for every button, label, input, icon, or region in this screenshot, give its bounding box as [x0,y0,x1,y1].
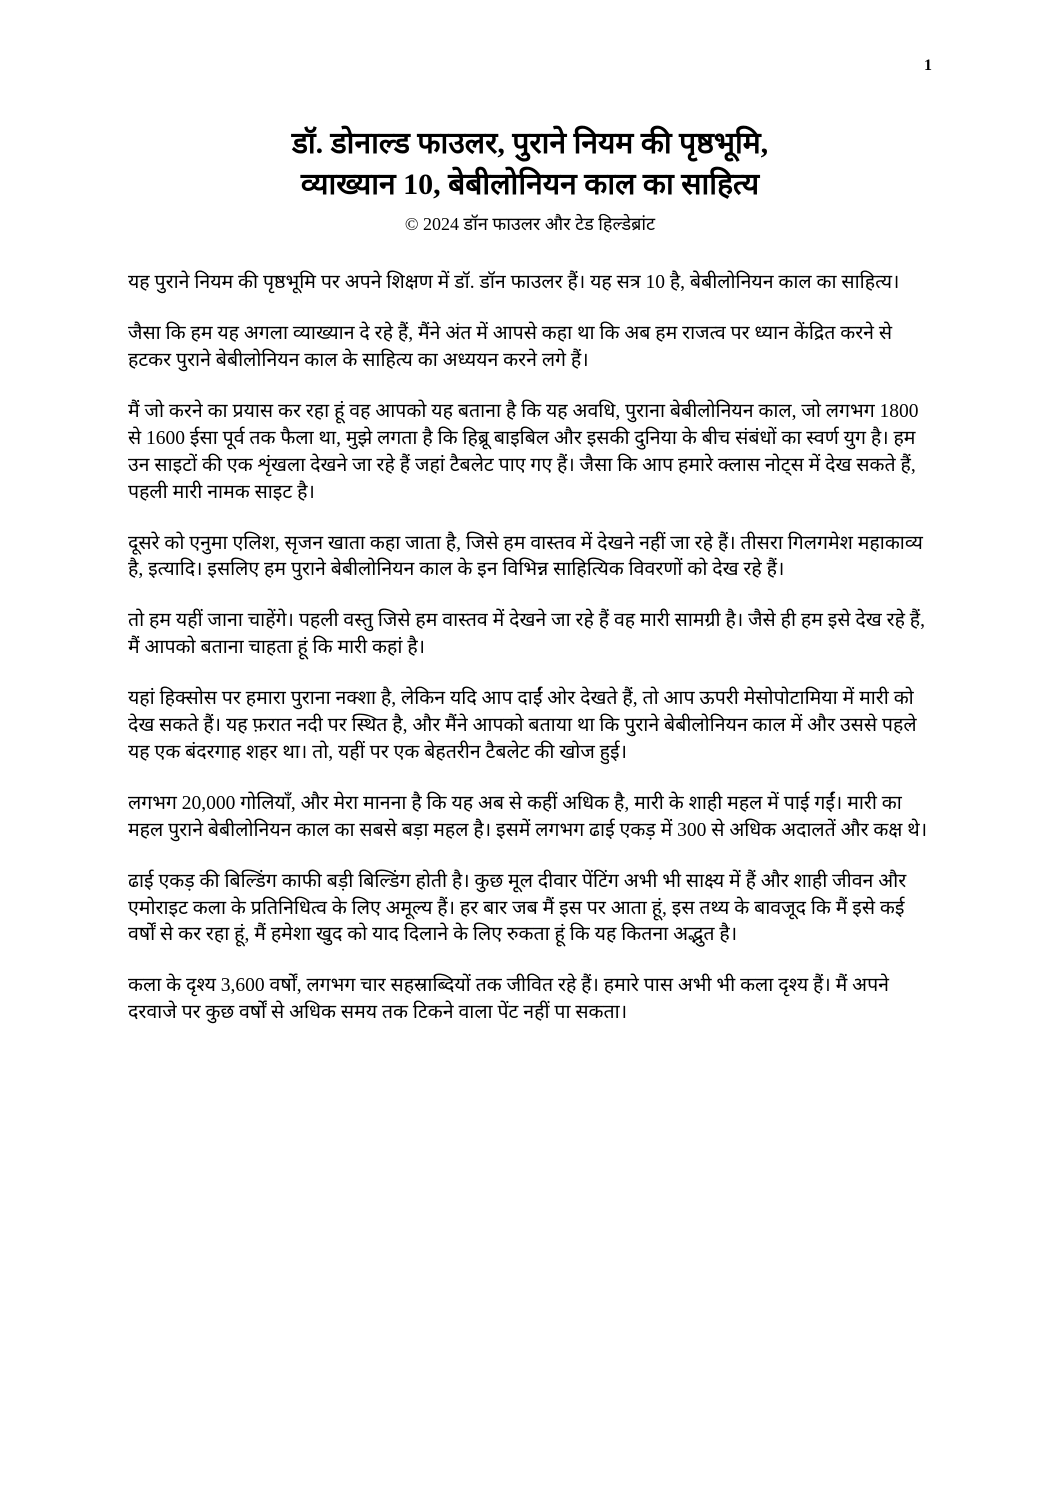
paragraph-6: यहां हिक्सोस पर हमारा पुराना नक्शा है, लेकिन यदि आप दाईं ओर देखते हैं, तो आप ऊपरी मेसोपोटामिया में मारी को देख सकते हैं। यह फ़रात नदी पर स्थित है, और मैंने आपको बताया था कि पुराने बेबीलोनियन काल में और उससे पहले यह एक बंदरगाह शहर था। तो, यहीं पर एक बेहतरीन टैबलेट की खोज हुई। [128,688,917,763]
copyright-line: © 2024 डॉन फाउलर और टेड हिल्डेब्रांट [404,213,656,234]
paragraph-3: मैं जो करने का प्रयास कर रहा हूं वह आपको यह बताना है कि यह अवधि, पुराना बेबीलोनियन काल, जो लगभग 1800 से 1600 ईसा पूर्व तक फैला था, मुझे लगता है कि हिब्रू बाइबिल और इसकी दुनिया के बीच संबंधों का स्वर्ण युग है। हम उन साइटों की एक शृंखला देखने जा रहे हैं जहां टैबलेट पाए गए हैं। जैसा कि आप हमारे क्लास नोट्स में देख सकते हैं, पहली मारी नामक साइट है। [128,400,919,503]
paragraph-1: यह पुराने नियम की पृष्ठभूमि पर अपने शिक्षण में डॉ. डॉन फाउलर हैं। यह सत्र 10 है, बेबीलोनियन काल का साहित्य। [128,272,900,294]
document-title [128,123,932,206]
paragraph-9: कला के दृश्य 3,600 वर्षों, लगभग चार सहस्राब्दियों तक जीवित रहे हैं। हमारे पास अभी भी कला दृश्य हैं। मैं अपने दरवाजे पर कुछ वर्षों से अधिक समय तक टिकने वाला पेंट नहीं पा सकता। [128,975,889,1024]
paragraph-4: दूसरे को एनुमा एलिश, सृजन खाता कहा जाता है, जिसे हम वास्तव में देखने नहीं जा रहे हैं। तीसरा गिलगमेश महाकाव्य है, इत्यादि। इसलिए हम पुराने बेबीलोनियन काल के इन विभिन्न साहित्यिक विवरणों को देख रहे हैं। [128,532,923,581]
title-line-2: व्याख्यान 10, बेबीलोनियन काल का साहित्य [300,168,760,202]
document-body [128,270,932,1027]
paragraph-5: तो हम यहीं जाना चाहेंगे। पहली वस्तु जिसे हम वास्तव में देखने जा रहे हैं वह मारी सामग्री है। जैसे ही हम इसे देख रहे हैं, मैं आपको बताना चाहता हूं कि मारी कहां है। [128,610,926,659]
paragraph-8: ढाई एकड़ की बिल्डिंग काफी बड़ी बिल्डिंग होती है। कुछ मूल दीवार पेंटिंग अभी भी साक्ष्य में हैं और शाही जीवन और एमोराइट कला के प्रतिनिधित्व के लिए अमूल्य हैं। हर बार जब मैं इस पर आता हूं, इस तथ्य के बावजूद कि मैं इसे कई वर्षों से कर रहा हूं, मैं हमेशा खुद को याद दिलाने के लिए रुकता हूं कि यह कितना अद्भुत है। [128,870,907,946]
paragraph-2: जैसा कि हम यह अगला व्याख्यान दे रहे हैं, मैंने अंत में आपसे कहा था कि अब हम राजत्व पर ध्यान केंद्रित करने से हटकर पुराने बेबीलोनियन काल के साहित्य का अध्ययन करने लगे हैं। [128,323,893,371]
page-number: 1 [924,57,932,74]
title-line-1: डॉ. डोनाल्ड फाउलर, पुराने नियम की पृष्ठभूमि, [291,127,769,160]
paragraph-7: लगभग 20,000 गोलियाँ, और मेरा मानना है कि यह अब से कहीं अधिक है, मारी के शाही महल में पाई गईं। मारी का महल पुराने बेबीलोनियन काल का सबसे बड़ा महल है। इसमें लगभग ढाई एकड़ में 300 से अधिक अदालतें और कक्ष थे। [128,792,928,841]
